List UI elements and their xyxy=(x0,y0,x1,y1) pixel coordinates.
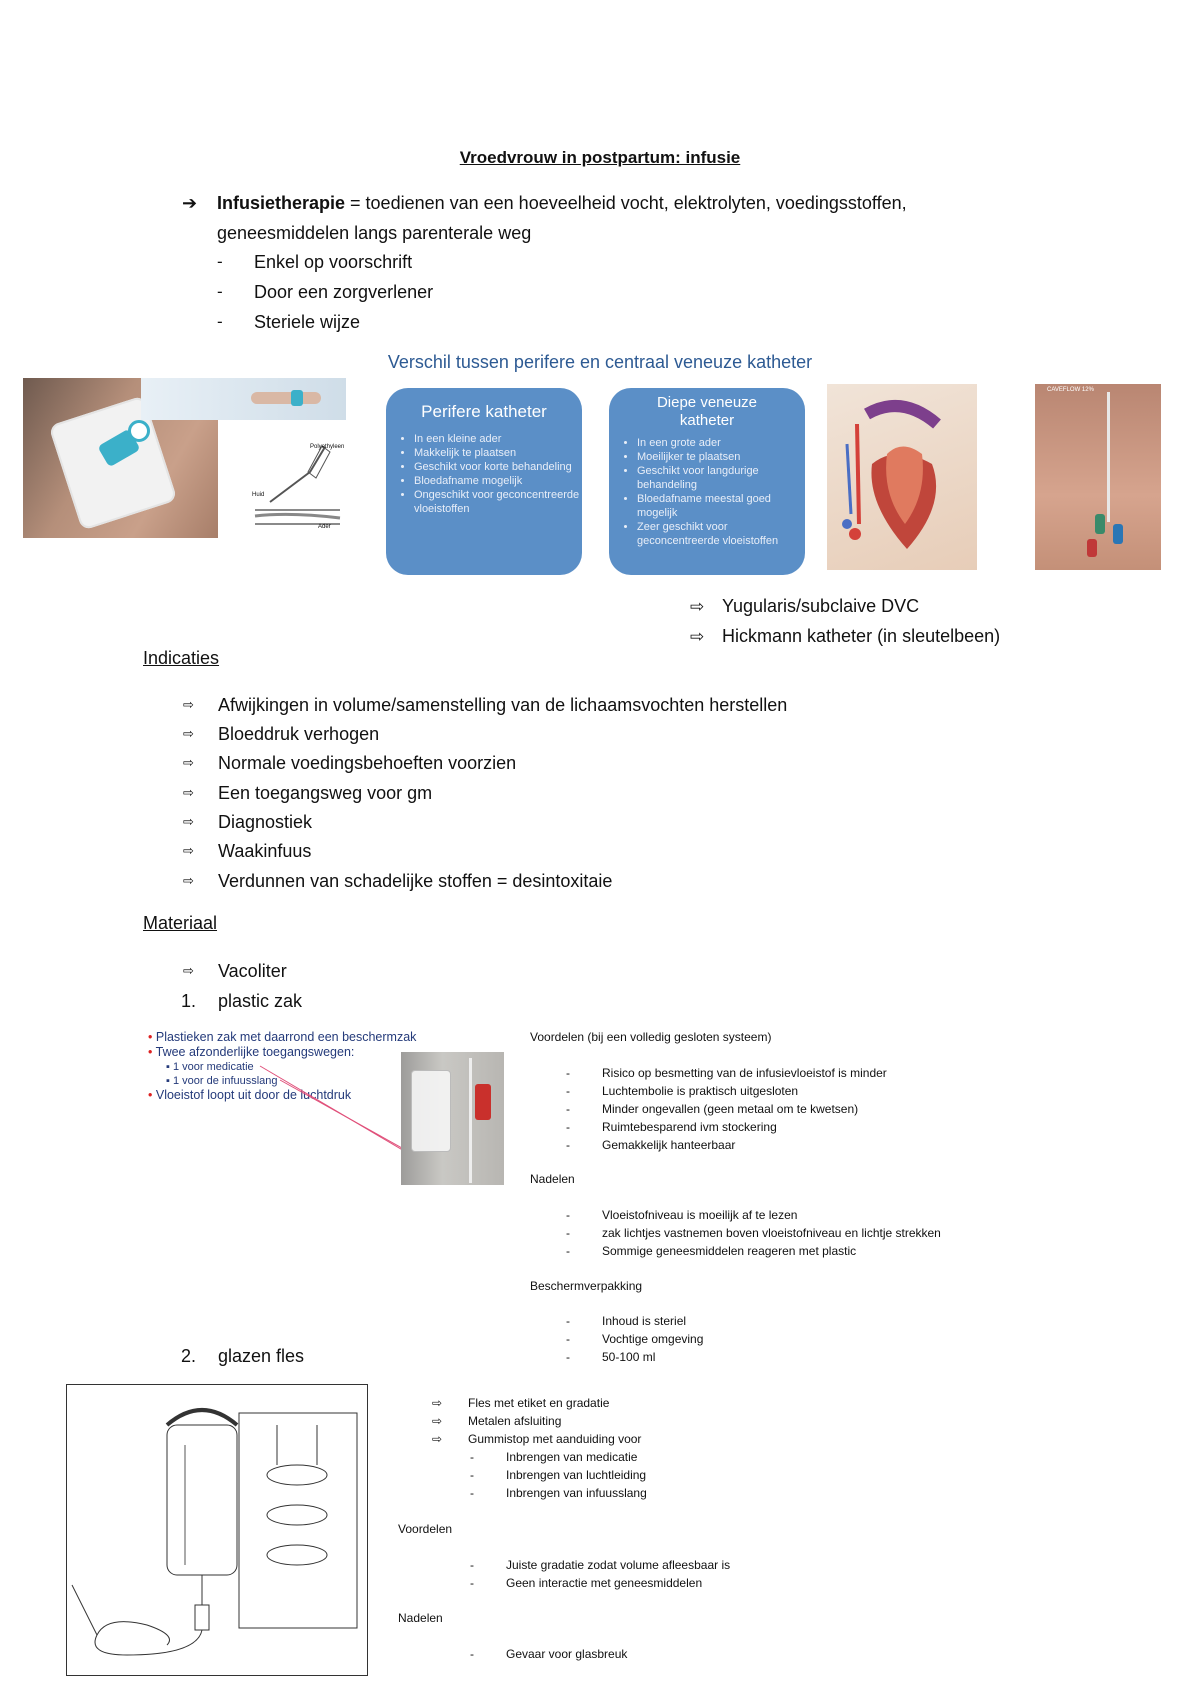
intro-term: Infusietherapie xyxy=(217,193,346,213)
perifere-item: • In een kleine ader xyxy=(414,432,582,446)
indicatie-item: Normale voedingsbehoeften voorzien xyxy=(218,753,517,773)
dash-icon: - xyxy=(566,1066,570,1080)
voordeel-item: Risico op besmetting van de infusievloeistof is minder xyxy=(602,1066,887,1080)
arrow-icon: ⇨ xyxy=(183,873,194,888)
catheter-hand-photo xyxy=(141,378,346,420)
fles-nadeel-item: Gevaar voor glasbreuk xyxy=(506,1647,628,1661)
fles-sub-item: Inbrengen van luchtleiding xyxy=(506,1468,647,1482)
perifere-katheter-box xyxy=(386,388,582,575)
intro-bullet: Door een zorgverlener xyxy=(254,282,434,302)
diepe-item: • In een grote ader xyxy=(637,436,805,450)
intro-bullet: Enkel op voorschrift xyxy=(254,252,413,272)
arrow-icon: ⇨ xyxy=(183,726,194,741)
arrow-icon: ⇨ xyxy=(432,1432,443,1446)
fles-item: Fles met etiket en gradatie xyxy=(468,1396,610,1410)
dash-icon: - xyxy=(470,1486,474,1500)
intro-definition-text: = toedienen van een hoeveelheid vocht, elektrolyten, voedingsstoffen, xyxy=(345,193,907,213)
diepe-katheter-title: Diepe veneuze katheter xyxy=(656,394,758,429)
dash-icon: - xyxy=(217,252,223,271)
nadeel-item: Vloeistofniveau is moeilijk af te lezen xyxy=(602,1208,798,1222)
indicatie-item: Een toegangsweg voor gm xyxy=(218,783,433,803)
voordeel-item: Gemakkelijk hanteerbaar xyxy=(602,1138,736,1152)
plastic-zak-photo xyxy=(401,1052,504,1185)
dash-icon: - xyxy=(566,1138,570,1152)
diepe-item: • Bloedafname meestal goed mogelijk xyxy=(637,492,805,520)
bescherm-item: 50-100 ml xyxy=(602,1350,656,1364)
diepe-item: • Geschikt voor langdurige behandeling xyxy=(637,464,805,492)
fles-sub-item: Inbrengen van infuusslang xyxy=(506,1486,647,1500)
sketch-label: Ader xyxy=(318,524,331,530)
slide-line: Twee afzonderlijke toegangswegen: xyxy=(155,1045,355,1059)
perifere-katheter-title: Perifere katheter xyxy=(421,402,547,421)
dash-icon: - xyxy=(566,1120,570,1134)
dash-icon: - xyxy=(470,1576,474,1590)
dash-icon: - xyxy=(566,1226,570,1240)
fles-item: Gummistop met aanduiding voor xyxy=(468,1432,642,1446)
dash-icon: - xyxy=(470,1647,474,1661)
sketch-label: Polyethyleen xyxy=(310,444,345,450)
fles-nadelen-heading: Nadelen xyxy=(398,1611,443,1625)
photo-label: CAVEFLOW 12% xyxy=(1047,387,1094,393)
materiaal-item: glazen fles xyxy=(218,1346,305,1366)
dash-icon: - xyxy=(566,1314,570,1328)
arrow-icon: ⇨ xyxy=(183,843,194,858)
katheter-note: Hickmann katheter (in sleutelbeen) xyxy=(722,626,1001,646)
fles-sub-item: Inbrengen van medicatie xyxy=(506,1450,638,1464)
materiaal-heading: Materiaal xyxy=(143,913,218,933)
perifere-item: • Geschikt voor korte behandeling xyxy=(414,460,582,474)
arrow-icon: ⇨ xyxy=(183,697,194,712)
nadeel-item: Sommige geneesmiddelen reageren met plastic xyxy=(602,1244,857,1258)
arrow-icon: ⇨ xyxy=(183,814,194,829)
dash-icon: - xyxy=(566,1332,570,1346)
voordeel-item: Luchtembolie is praktisch uitgesloten xyxy=(602,1084,799,1098)
list-number: 2. xyxy=(181,1346,197,1366)
indicaties-heading: Indicaties xyxy=(143,648,220,668)
dash-icon: - xyxy=(566,1084,570,1098)
dash-icon: - xyxy=(566,1208,570,1222)
perifere-item: • Makkelijk te plaatsen xyxy=(414,446,582,460)
arrow-icon: ⇨ xyxy=(690,627,705,646)
intro-bullet: Steriele wijze xyxy=(254,312,361,332)
indicatie-item: Bloeddruk verhogen xyxy=(218,724,380,744)
fles-voordeel-item: Geen interactie met geneesmiddelen xyxy=(506,1576,703,1590)
dash-icon: - xyxy=(566,1244,570,1258)
voordeel-item: Ruimtebesparend ivm stockering xyxy=(602,1120,777,1134)
katheter-note: Yugularis/subclaive DVC xyxy=(722,596,920,616)
slide-line: Plastieken zak met daarrond een beschermzak xyxy=(155,1030,417,1044)
dash-icon: - xyxy=(470,1450,474,1464)
indicatie-item: Verdunnen van schadelijke stoffen = desintoxitaie xyxy=(218,871,613,891)
dash-icon: - xyxy=(470,1558,474,1572)
heart-catheter-illustration xyxy=(827,384,977,570)
perifere-item: • Bloedafname mogelijk xyxy=(414,474,582,488)
bescherm-item: Vochtige omgeving xyxy=(602,1332,704,1346)
arrow-icon: ⇨ xyxy=(183,755,194,770)
dash-icon: - xyxy=(566,1102,570,1116)
bescherm-item: Inhoud is steriel xyxy=(602,1314,687,1328)
voordelen-heading: Voordelen (bij een volledig gesloten systeem) xyxy=(530,1030,772,1044)
fles-voordelen-heading: Voordelen xyxy=(398,1522,453,1536)
dash-icon: - xyxy=(566,1350,570,1364)
arrow-icon: ⇨ xyxy=(690,597,705,616)
indicatie-item: Afwijkingen in volume/samenstelling van de lichaamsvochten herstellen xyxy=(218,695,788,715)
arrow-icon: ⇨ xyxy=(432,1396,443,1410)
chest-catheter-photo xyxy=(1035,384,1161,570)
dash-icon: - xyxy=(217,282,223,301)
nadeel-item: zak lichtjes vastnemen boven vloeistofniveau en lichtje strekken xyxy=(602,1226,941,1240)
arrow-icon: ⇨ xyxy=(432,1414,443,1428)
list-number: 1. xyxy=(181,991,197,1011)
arrow-bullet-icon: ➔ xyxy=(182,193,198,213)
diepe-item: • Moeilijker te plaatsen xyxy=(637,450,805,464)
nadelen-heading: Nadelen xyxy=(530,1172,575,1186)
slide-line: 1 voor medicatie xyxy=(172,1061,254,1073)
plastic-zak-slide: • Plastieken zak met daarrond een beschermzak • Twee afzonderlijke toegangswegen: ▪ 1 voor medicatie ▪ 1 voor de infuusslang • Vloeistof loopt uit door de luchtdruk xyxy=(148,1030,417,1102)
fles-item: Metalen afsluiting xyxy=(468,1414,562,1428)
dash-icon: - xyxy=(217,312,223,331)
materiaal-item: Vacoliter xyxy=(218,961,287,981)
arrow-icon: ⇨ xyxy=(183,963,194,978)
materiaal-item: plastic zak xyxy=(218,991,303,1011)
dash-icon: - xyxy=(470,1468,474,1482)
catheter-sketch xyxy=(250,432,345,537)
glazen-fles-diagram xyxy=(66,1384,368,1676)
slide-line: Vloeistof loopt uit door de luchtdruk xyxy=(155,1088,352,1102)
intro-definition-line2: geneesmiddelen langs parenterale weg xyxy=(217,223,532,243)
perifere-item: • Ongeschikt voor geconcentreerde vloeistoffen xyxy=(414,488,582,516)
voordeel-item: Minder ongevallen (geen metaal om te kwetsen) xyxy=(602,1102,859,1116)
beschermverpakking-heading: Beschermverpakking xyxy=(530,1279,643,1293)
diepe-item: • Zeer geschikt voor geconcentreerde vloeistoffen xyxy=(637,520,805,548)
arrow-icon: ⇨ xyxy=(183,785,194,800)
fles-voordeel-item: Juiste gradatie zodat volume afleesbaar is xyxy=(506,1558,731,1572)
diepe-katheter-box xyxy=(609,388,805,575)
sketch-label: Huid xyxy=(252,492,265,498)
katheter-heading: Verschil tussen perifere en centraal veneuze katheter xyxy=(387,352,813,372)
slide-line: 1 voor de infuusslang xyxy=(172,1075,278,1087)
page-title: Vroedvrouw in postpartum: infusie xyxy=(459,148,741,167)
indicatie-item: Diagnostiek xyxy=(218,812,313,832)
indicatie-item: Waakinfuus xyxy=(218,841,312,861)
intro-definition xyxy=(217,192,1117,214)
